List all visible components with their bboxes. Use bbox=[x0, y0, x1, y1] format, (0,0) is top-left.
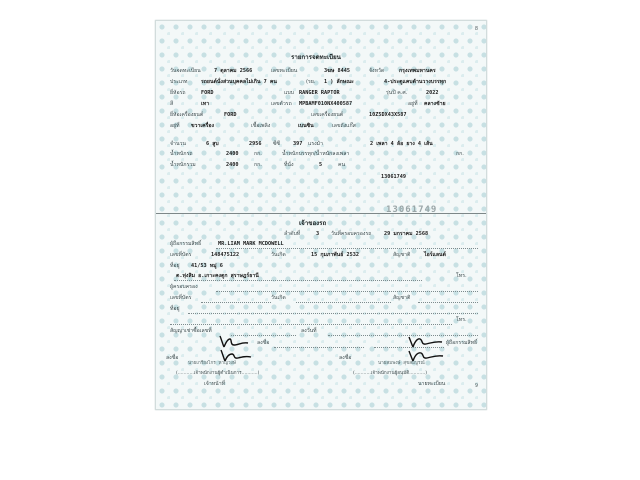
lease-label: สัญญาเช่าซื้อเลขที่ bbox=[170, 328, 212, 334]
address-label: ที่อยู่ bbox=[170, 263, 180, 269]
model-label: แบบ bbox=[284, 90, 294, 96]
holder-value: MR.LIAM MARK MCDOWELL bbox=[218, 241, 284, 247]
horsepower-label: แรงม้า bbox=[308, 141, 323, 147]
year-value: 2022 bbox=[426, 90, 439, 96]
id-label: เลขที่บัตร bbox=[170, 252, 192, 258]
registration-sheet bbox=[155, 20, 487, 410]
engine-location-value: ขวาเครื่อง bbox=[191, 123, 215, 129]
cc-label: ซีซี bbox=[273, 141, 281, 147]
id-value: 148475122 bbox=[211, 252, 240, 258]
dob-label: วันเกิด bbox=[271, 252, 286, 258]
province-label: จังหวัด bbox=[369, 68, 385, 74]
engine-brand-value: FORD bbox=[224, 112, 237, 118]
sign-label-left: ลงชื่อ bbox=[257, 340, 270, 346]
fuel-label: เชื้อเพลิง bbox=[251, 123, 271, 129]
sign-left-dotted-line bbox=[274, 347, 364, 348]
nationality-value: ไอร์แลนด์ bbox=[424, 252, 446, 258]
province-value: กรุงเทพมหานคร bbox=[399, 68, 436, 74]
rc-value: 1 ) ลักษณะ bbox=[324, 79, 354, 85]
registrar-sign-label: ลงชื่อ bbox=[339, 355, 352, 361]
type-value: รถยนต์นั่งส่วนบุคคลไม่เกิน 7 คน bbox=[201, 79, 277, 85]
lease-date-label: ลงวันที่ bbox=[301, 328, 317, 334]
chassis-location-label: อยู่ที่ bbox=[408, 101, 418, 107]
possessor-nationality-label: สัญชาติ bbox=[393, 295, 411, 301]
possessor-dob-label: วันเกิด bbox=[271, 295, 286, 301]
address-line-1: 41/53 หมู่ 6 bbox=[191, 263, 223, 269]
cylinders-label: จำนวน bbox=[170, 141, 186, 147]
weight-label: น้ำหนักรถ bbox=[170, 151, 193, 157]
possession-date-value: 29 มกราคม 2568 bbox=[384, 231, 429, 237]
reg-date-label: วันจดทะเบียน bbox=[170, 68, 201, 74]
page-number-bottom: 9 bbox=[474, 383, 478, 389]
engine-number-label: เลขเครื่องยนต์ bbox=[311, 112, 344, 118]
weight-unit: กก. bbox=[254, 151, 262, 157]
type-label: ประเภท bbox=[170, 79, 188, 85]
possessor-tel-label: โทร. bbox=[456, 317, 467, 323]
nationality-label: สัญชาติ bbox=[393, 252, 411, 258]
weight-value: 2400 bbox=[226, 151, 239, 157]
possessor-id-label: เลขที่บัตร bbox=[170, 295, 192, 301]
rc-label: (รย. bbox=[306, 79, 316, 85]
seats-label: ที่นั่ง bbox=[284, 162, 294, 168]
color-value: เทา bbox=[201, 101, 210, 107]
possessor-id-dotted-line bbox=[201, 302, 271, 303]
gross-weight-value: 2400 bbox=[226, 162, 239, 168]
gross-weight-label: น้ำหนักรวม bbox=[170, 162, 196, 168]
plate-label: เลขทะเบียน bbox=[271, 68, 298, 74]
load-label: น้ำหนักบรรทุก/น้ำหนักลงเพลา bbox=[282, 151, 350, 157]
registrar-title-parenthetical: (...........เจ้าพนักงานผู้อนุมัติ...........) bbox=[353, 371, 428, 376]
possessor-address-label: ที่อยู่ bbox=[170, 306, 180, 312]
year-label: รุ่นปี ค.ศ. bbox=[386, 90, 408, 96]
gas-tank-label: เลขถังแก๊ส bbox=[332, 123, 356, 129]
possessor-dob-dotted-line bbox=[296, 302, 391, 303]
registrar-role: นายทะเบียน bbox=[418, 381, 446, 387]
officer-sign-label: ลงชื่อ bbox=[166, 355, 179, 361]
page-number-top: 8 bbox=[474, 26, 478, 32]
cylinders-value: 6 สูบ bbox=[206, 141, 219, 147]
style-value: 4-ประตูแคบด้านวางบรรทุก bbox=[384, 79, 447, 85]
reg-date-value: 7 ตุลาคม 2566 bbox=[214, 68, 253, 74]
order-value: 3 bbox=[316, 231, 320, 237]
possessor-address-dotted-line bbox=[188, 313, 478, 314]
sign-owner-right-label: ผู้ถือกรรมสิทธิ์ bbox=[446, 340, 478, 346]
engine-location-label: อยู่ที่ bbox=[170, 123, 180, 129]
section-divider bbox=[156, 213, 486, 214]
tel-label: โทร. bbox=[456, 273, 467, 279]
seats-value: 5 bbox=[319, 162, 323, 168]
registrar-name: นายสมพงษ์ สุขสมบูรณ์ bbox=[378, 361, 425, 366]
plate-value: 3ฆษ 8445 bbox=[324, 68, 351, 74]
owner-heading: เจ้าของรถ bbox=[299, 220, 327, 227]
officer-title-parenthetical: (...........เจ้าพนักงานผู้ดำเนินการ...........) bbox=[176, 371, 260, 376]
chassis-value: MPBAMF010NX400587 bbox=[299, 101, 353, 107]
engine-brand-label: ยี่ห้อเครื่องยนต์ bbox=[170, 112, 204, 118]
seats-unit: คน bbox=[338, 162, 346, 168]
officer-role: เจ้าหน้าที่ bbox=[204, 381, 226, 387]
axle-value: 2 เพลา 4 ล้อ ยาง 4 เส้น bbox=[370, 141, 433, 147]
holder-dotted-line bbox=[216, 248, 478, 249]
gross-weight-unit: กก. bbox=[254, 162, 262, 168]
brand-label: ยี่ห้อรถ bbox=[170, 90, 186, 96]
lease-date-dotted-line bbox=[328, 335, 478, 336]
load-unit: กก. bbox=[456, 151, 464, 157]
cc-value: 2956 bbox=[249, 141, 262, 147]
order-label: ลำดับที่ bbox=[284, 231, 301, 237]
fuel-value: เบนซิน bbox=[298, 123, 314, 129]
address-dotted-line bbox=[174, 280, 422, 281]
brand-value: FORD bbox=[201, 90, 214, 96]
officer-name: นายเกรียงไกร หาญวงษ์ bbox=[188, 361, 236, 366]
possession-date-label: วันที่ครอบครองรถ bbox=[331, 231, 372, 237]
horsepower-value: 397 bbox=[293, 141, 303, 147]
address-line-2: ต.ทุ่งสิม อ.เกาะคงตูก สุราษฎร์ธานี bbox=[176, 273, 259, 279]
possessor-label: ผู้ครอบครอง bbox=[170, 284, 198, 290]
possessor-nationality-dotted-line bbox=[418, 302, 478, 303]
holder-label: ผู้ถือกรรมสิทธิ์ bbox=[170, 241, 202, 247]
model-value: RANGER RAPTOR bbox=[299, 90, 340, 96]
chassis-location-value: คลางซ้าย bbox=[424, 101, 446, 107]
serial-number: 13061749 bbox=[381, 174, 406, 180]
possessor-address-dotted-line-2 bbox=[170, 324, 452, 325]
possessor-dotted-line bbox=[216, 291, 478, 292]
color-label: สี bbox=[170, 101, 174, 107]
serial-number-stamp: 13061749 bbox=[386, 205, 438, 215]
engine-number-value: 10Z5DX43X587 bbox=[369, 112, 407, 118]
registration-heading: รายการจดทะเบียน bbox=[291, 54, 341, 61]
chassis-label: เลขตัวรถ bbox=[271, 101, 292, 107]
dob-value: 15 กุมภาพันธ์ 2532 bbox=[311, 252, 360, 258]
